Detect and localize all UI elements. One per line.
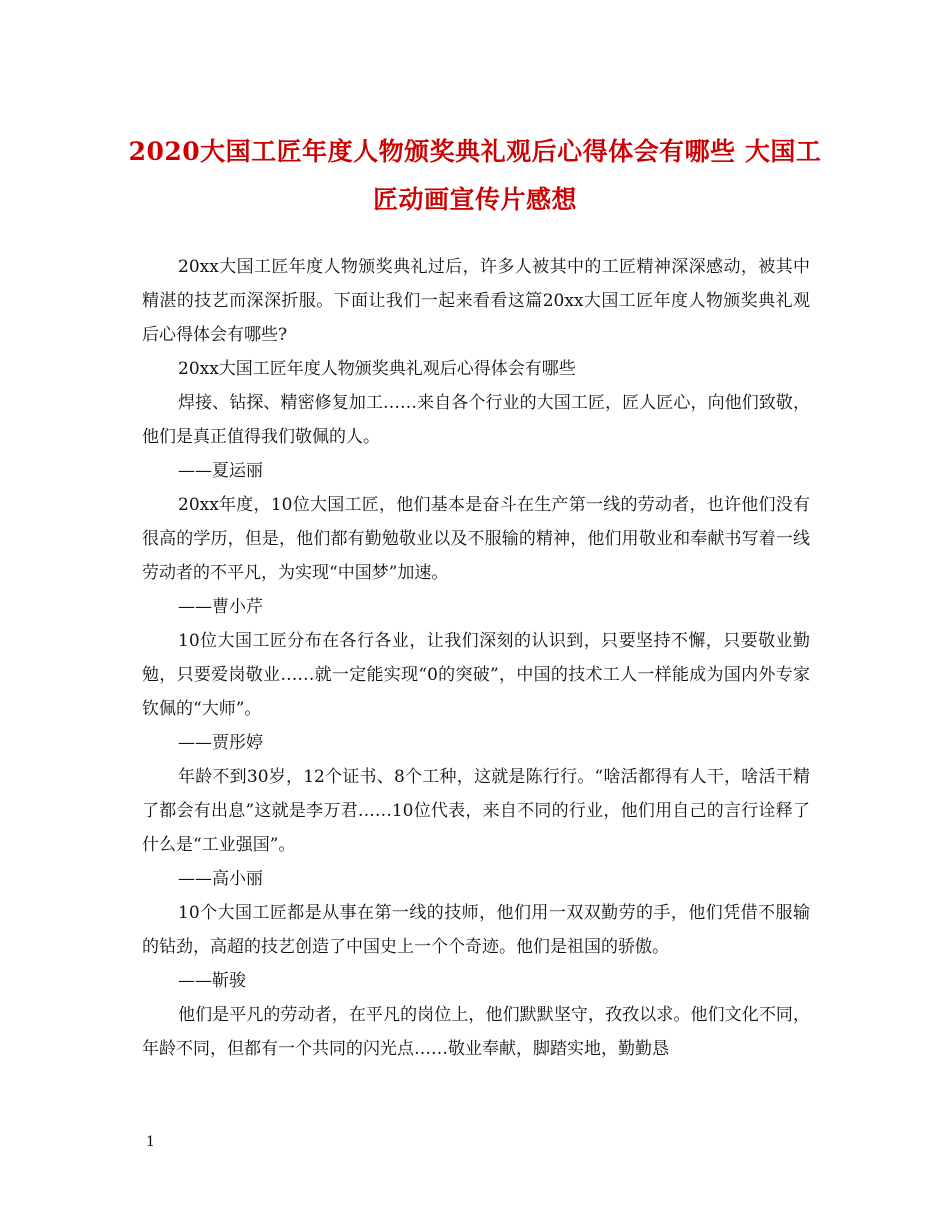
document-body bbox=[142, 250, 810, 1066]
paragraph-quote: 10个大国工匠都是从事在第一线的技师，他们用一双双勤劳的手，他们凭借不服输的钻劲，高超的技艺创造了中国史上一个个奇迹。他们是祖国的骄傲。 bbox=[142, 903, 810, 957]
paragraph-quote: 他们是平凡的劳动者，在平凡的岗位上，他们默默坚守，孜孜以求。他们文化不同，年龄不同，但都有一个共同的闪光点……敬业奉献，脚踏实地，勤勤恳 bbox=[142, 1005, 810, 1059]
document-title: 2020大国工匠年度人物颁奖典礼观后心得体会有哪些 大国工匠动画宣传片感想 bbox=[128, 137, 822, 214]
paragraph-quote: 年龄不到30岁，12个证书、8个工种，这就是陈行行。“啥活都得有人干，啥活干精了都会有出息”这就是李万君……10位代表，来自不同的行业，他们用自己的言行诠释了什么是“工业强国”。 bbox=[142, 767, 810, 855]
quote-author: ——曹小芹 bbox=[178, 597, 263, 617]
quote-author: ——贾彤婷 bbox=[178, 733, 263, 753]
quote-author: ——高小丽 bbox=[178, 869, 263, 889]
paragraph-subheading: 20xx大国工匠年度人物颁奖典礼观后心得体会有哪些 bbox=[178, 359, 576, 379]
page-number: 1 bbox=[146, 1134, 155, 1150]
paragraph-quote: 焊接、钻探、精密修复加工……来自各个行业的大国工匠，匠人匠心，向他们致敬，他们是真正值得我们敬佩的人。 bbox=[142, 393, 810, 447]
paragraph-intro: 20xx大国工匠年度人物颁奖典礼过后，许多人被其中的工匠精神深深感动，被其中精湛的技艺而深深折服。下面让我们一起来看看这篇20xx大国工匠年度人物颁奖典礼观后心得体会有哪些? bbox=[142, 257, 810, 345]
quote-author: ——夏运丽 bbox=[178, 461, 263, 481]
paragraph-quote: 10位大国工匠分布在各行各业，让我们深刻的认识到，只要坚持不懈，只要敬业勤勉，只要爱岗敬业……就一定能实现“0的突破”，中国的技术工人一样能成为国内外专家钦佩的“大师”。 bbox=[142, 631, 810, 719]
quote-author: ——靳骏 bbox=[178, 971, 246, 991]
paragraph-quote: 20xx年度，10位大国工匠，他们基本是奋斗在生产第一线的劳动者，也许他们没有很高的学历，但是，他们都有勤勉敬业以及不服输的精神，他们用敬业和奉献书写着一线劳动者的不平凡，为实现“中国梦”加速。 bbox=[142, 495, 810, 583]
